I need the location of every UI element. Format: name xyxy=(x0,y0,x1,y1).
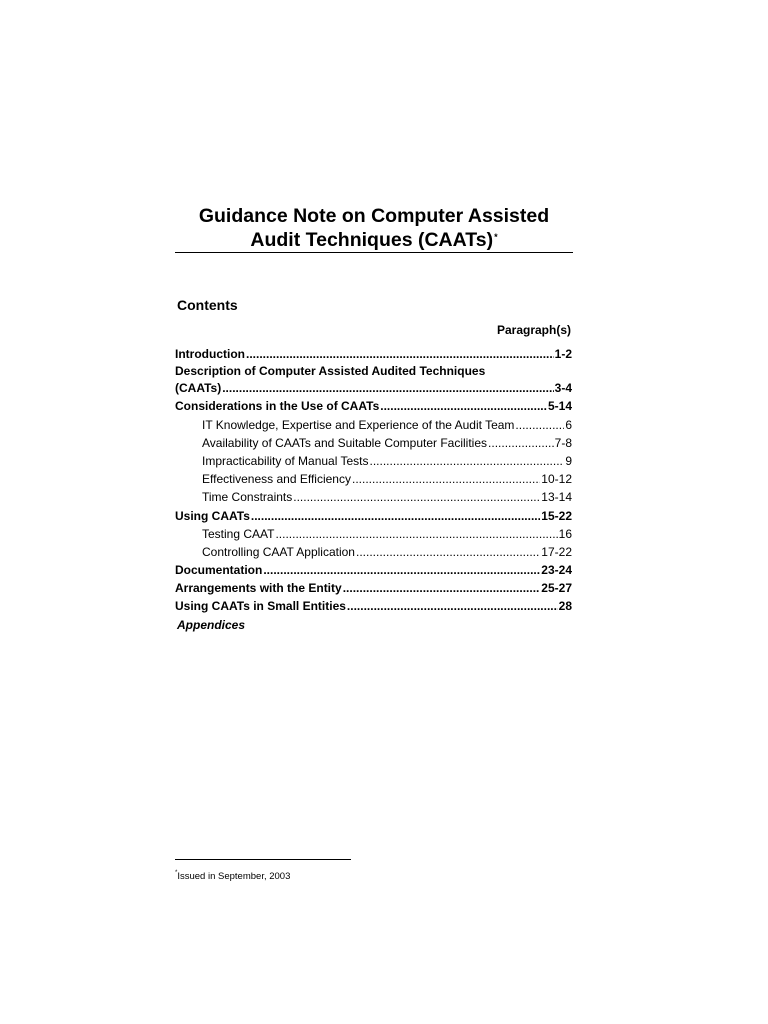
toc-entry-paragraphs: 25-27 xyxy=(541,581,572,596)
toc-entry-considerations xyxy=(175,397,572,415)
toc-entry-paragraphs: 13-14 xyxy=(541,490,572,505)
title-line-1: Guidance Note on Computer Assisted xyxy=(198,205,550,227)
toc-entry-paragraphs: 28 xyxy=(558,599,572,614)
title-line-2 xyxy=(175,228,573,252)
toc-leader-dots xyxy=(370,452,565,470)
toc-subentry-impracticability xyxy=(175,452,572,470)
toc-entry-label: (CAATs) xyxy=(175,381,222,396)
toc-entry-label: IT Knowledge, Expertise and Experience of the Audit Team xyxy=(202,417,515,432)
toc-leader-dots xyxy=(352,470,540,488)
footnote-divider xyxy=(175,859,351,860)
toc-entry-arrangements xyxy=(175,579,572,597)
toc-leader-dots xyxy=(275,525,557,543)
toc-entry-paragraphs: 16 xyxy=(558,526,572,541)
toc-entry-paragraphs: 17-22 xyxy=(541,544,572,559)
toc-entry-paragraphs: 9 xyxy=(565,453,572,468)
toc-entry-description xyxy=(175,364,572,397)
toc-leader-dots xyxy=(356,543,540,561)
toc-entry-label: Using CAATs xyxy=(175,508,250,523)
toc-leader-dots xyxy=(222,379,553,397)
toc-entry-label: Availability of CAATs and Suitable Computer Facilities xyxy=(202,435,488,450)
toc-entry-introduction xyxy=(175,345,572,363)
toc-entry-paragraphs: 23-24 xyxy=(541,563,572,578)
contents-heading: Contents xyxy=(177,297,238,313)
toc-subentry-it-knowledge xyxy=(175,416,572,434)
toc-subentry-testing-caat xyxy=(175,525,572,543)
toc-leader-dots xyxy=(343,579,541,597)
table-of-contents xyxy=(175,345,572,634)
toc-entry-label: Controlling CAAT Application xyxy=(202,544,355,559)
toc-leader-dots xyxy=(347,597,558,615)
toc-entry-paragraphs: 1-2 xyxy=(554,347,572,361)
footnote-marker: * xyxy=(175,870,178,876)
toc-entry-label: Time Constraints xyxy=(202,490,293,505)
toc-entry-paragraphs: 6 xyxy=(565,417,572,432)
toc-entry-label-line1: Description of Computer Assisted Audited Techniques xyxy=(175,364,486,379)
toc-leader-dots xyxy=(293,488,540,506)
toc-entry-documentation xyxy=(175,561,572,579)
paragraphs-column-heading: Paragraph(s) xyxy=(496,323,571,337)
toc-subentry-controlling-caat xyxy=(175,543,572,561)
title-footnote-marker: * xyxy=(494,232,498,242)
toc-entry-label: Documentation xyxy=(175,563,263,578)
toc-entry-label: Considerations in the Use of CAATs xyxy=(175,399,380,414)
toc-subentry-availability xyxy=(175,434,572,452)
toc-entry-paragraphs: 5-14 xyxy=(547,399,572,414)
toc-leader-dots xyxy=(380,397,547,415)
toc-entry-label: Impracticability of Manual Tests xyxy=(202,453,369,468)
toc-subentry-effectiveness xyxy=(175,470,572,488)
title-line-2-text: Audit Techniques (CAATs) xyxy=(250,229,494,251)
toc-entry-label: Arrangements with the Entity xyxy=(175,581,342,596)
toc-leader-dots xyxy=(488,434,554,452)
toc-leader-dots xyxy=(263,561,540,579)
toc-entry-paragraphs: 3-4 xyxy=(554,381,572,396)
toc-subentry-time-constraints xyxy=(175,488,572,506)
toc-entry-appendices: Appendices xyxy=(177,617,246,632)
toc-entry-description-line2 xyxy=(175,379,572,397)
toc-entry-using-caats xyxy=(175,507,572,525)
toc-leader-dots xyxy=(251,507,540,525)
toc-leader-dots xyxy=(515,416,564,434)
toc-entry-small-entities xyxy=(175,597,572,615)
footnote-text: Issued in September, 2003 xyxy=(177,871,291,882)
footnote xyxy=(175,871,290,882)
toc-entry-label: Using CAATs in Small Entities xyxy=(175,599,346,614)
toc-entry-label: Effectiveness and Efficiency xyxy=(202,472,351,487)
toc-entry-paragraphs: 10-12 xyxy=(541,472,572,487)
toc-entry-label: Introduction xyxy=(175,347,245,361)
toc-leader-dots xyxy=(246,345,554,363)
toc-entry-label: Testing CAAT xyxy=(202,526,275,541)
toc-entry-paragraphs: 7-8 xyxy=(554,435,572,450)
title-divider xyxy=(175,252,573,253)
toc-entry-paragraphs: 15-22 xyxy=(541,508,572,523)
page-title xyxy=(175,204,573,252)
